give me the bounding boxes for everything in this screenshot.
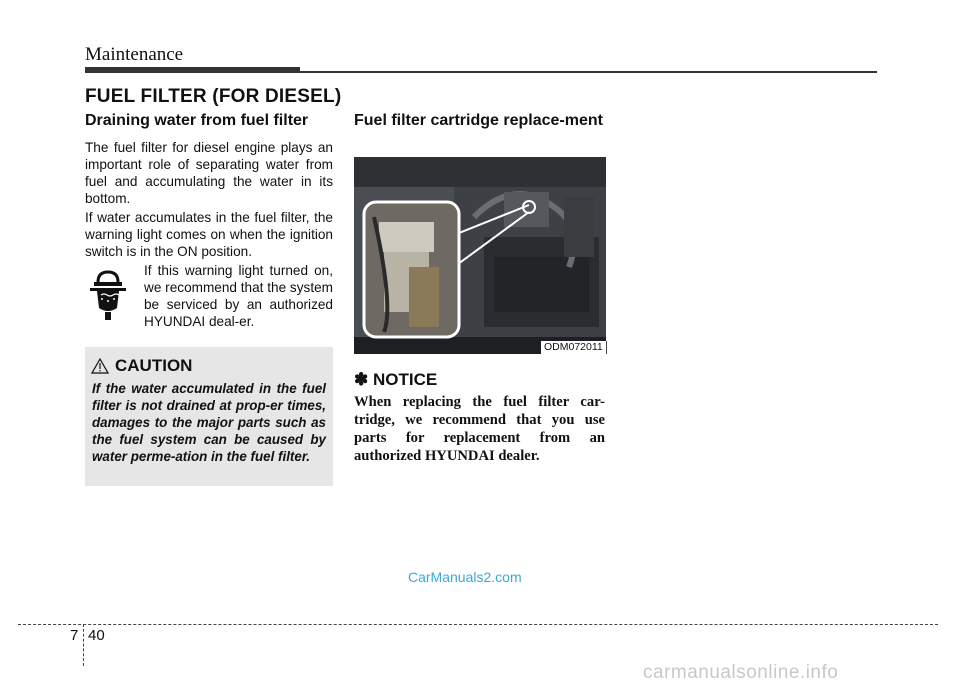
section-header: Maintenance	[85, 44, 184, 65]
notice-heading: ✽ NOTICE	[354, 370, 438, 389]
header-rule	[300, 71, 877, 73]
page-title: FUEL FILTER (FOR DIESEL)	[85, 86, 342, 107]
caution-label: CAUTION	[115, 356, 193, 375]
caution-text: If the water accumulated in the fuel filter is not drained at prop-er times, damages to the major parts such as the fuel system can be caused by water perme-ation in the fuel filter.	[92, 381, 326, 464]
chapter-number: 7	[70, 627, 79, 644]
paragraph-3: If this warning light turned on, we recommend that the system be serviced by an authorized HYUNDAI deal-er.	[144, 263, 333, 329]
photo-code: ODM072011	[541, 341, 607, 354]
warning-triangle-icon	[91, 358, 109, 374]
brand-watermark: carmanualsonline.info	[643, 662, 839, 683]
fuel-filter-water-warning-icon	[88, 268, 128, 322]
footer-divider	[83, 624, 84, 666]
cartridge-title: Fuel filter cartridge replace-ment	[354, 112, 603, 129]
page-number: 40	[88, 627, 105, 644]
draining-title: Draining water from fuel filter	[85, 112, 309, 129]
paragraph-2: If water accumulates in the fuel filter, the warning light comes on when the ignition switch is in the ON position.	[85, 210, 333, 259]
caution-heading	[91, 356, 192, 376]
paragraph-1: The fuel filter for diesel engine plays an important role of separating water from fuel and accumulating the water in its bottom.	[85, 140, 333, 206]
header-bar	[85, 67, 300, 73]
notice-text: When replacing the fuel filter car-tridge, we recommend that you use parts for replacement from an authorized HYUNDAI dealer.	[354, 394, 605, 464]
footer-rule	[18, 624, 938, 625]
engine-bay-photo	[354, 157, 606, 354]
watermark-link[interactable]: CarManuals2.com	[408, 569, 522, 585]
